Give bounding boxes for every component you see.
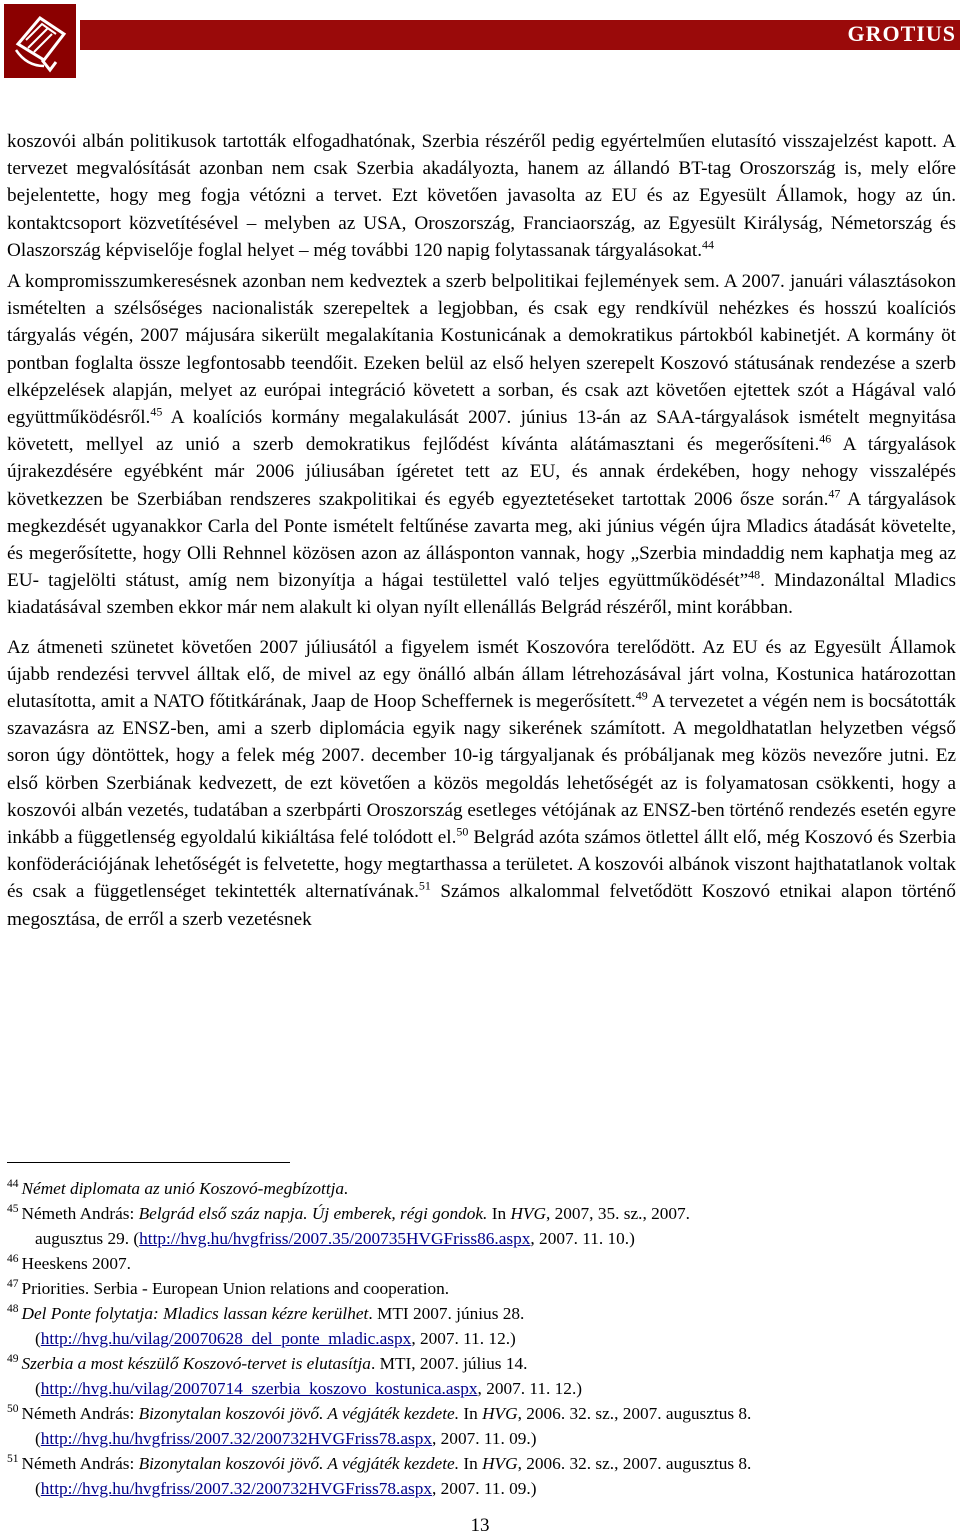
footnote-divider — [7, 1162, 290, 1163]
footnote-line — [7, 1326, 956, 1351]
text-run: A koalíciós kormány megalakulását 2007. június 13-án az SAA-tárgyalások ismételt megnyitása követett, mellyel az unió a szerb demokratikus fejlődést kívánta alátámasztani és megerősíteni. — [7, 407, 956, 456]
text-run: koszovói albán politikusok tartották elfogadhatónak, Szerbia részéről pedig egyértelműen elutasító visszajelzést kapott. A tervezet megvalósítását azonban nem csak Szerbia akadályozta, hanem az állandó BT-tag Oroszország is, mely előre bejelentette, hogy meg fogja vétózni a tervet. Ezt követően javasolta az EU és az Egyesült Államok, hogy az ún. kontaktcsoport közvetítésével – melyben az USA, Oroszország, Franciaország, az Egyesült Királyság, Németország és Olaszország képviselője foglal helyet – még további 120 napig folytassanak tárgyalásokat. — [7, 131, 956, 261]
footnote-number: 51 — [7, 1453, 19, 1466]
footnote-title: HVG — [510, 1204, 546, 1223]
footnote-text: , 2007. 11. 10.) — [530, 1229, 635, 1248]
header-title: GROTIUS — [847, 21, 956, 46]
footnote-number: 44 — [7, 1178, 19, 1191]
footnote-link[interactable]: http://hvg.hu/hvgfriss/2007.32/200732HVGFriss78.aspx — [40, 1429, 433, 1448]
footnote-line — [7, 1376, 956, 1401]
footnote-number: 47 — [7, 1278, 19, 1291]
text-run: Belgrád azóta számos ötlettel állt elő, még Koszovó és Szerbia konföderációjának lehetőségét is felvetette, hogy megtarthassa a területet. A koszovói albánok viszont hajthatatlanok voltak és csak a függetlenséget tekintették alternatívának. — [7, 827, 956, 903]
footnote-49 — [7, 1351, 956, 1401]
footnote-line — [7, 1176, 956, 1201]
grotius-logo-icon — [4, 4, 76, 78]
footnote-text: , 2007. 11. 09.) — [432, 1479, 537, 1498]
text-run: Számos alkalommal felvetődött Koszovó etnikai alapon történő megosztása, de erről a szerb vezetésnek — [7, 881, 957, 930]
header-bar — [80, 20, 960, 50]
footnote-title: Bizonytalan koszovói jövő. A végjáték kezdete. — [138, 1454, 460, 1473]
footnote-ref: 46 — [819, 431, 832, 446]
footnote-text: , 2007. 11. 09.) — [432, 1429, 537, 1448]
footnote-link[interactable]: http://hvg.hu/vilag/20070714_szerbia_koszovo_kostunica.aspx — [40, 1379, 478, 1398]
footnote-ref: 44 — [702, 237, 714, 252]
footnote-ref: 45 — [150, 404, 163, 419]
footnote-link[interactable]: http://hvg.hu/hvgfriss/2007.32/200732HVGFriss78.aspx — [40, 1479, 433, 1498]
footnote-title: Belgrád első száz napja. Új emberek, régi gondok. — [138, 1204, 488, 1223]
footnote-line — [7, 1476, 956, 1501]
footnote-title: Del Ponte folytatja: Mladics lassan kézre kerülhet — [21, 1304, 369, 1323]
footnote-text: Németh András: — [21, 1204, 139, 1223]
footnote-44 — [7, 1176, 956, 1201]
footnote-text: Priorities. Serbia - European Union relations and cooperation. — [21, 1279, 450, 1298]
footnote-title: HVG — [482, 1454, 518, 1473]
footnote-text: In — [487, 1204, 511, 1223]
footnote-ref: 51 — [418, 879, 431, 894]
footnote-number: 50 — [7, 1403, 19, 1416]
footnote-line — [7, 1351, 956, 1376]
footnote-line — [7, 1451, 956, 1476]
footnote-link[interactable]: http://hvg.hu/vilag/20070628_del_ponte_mladic.aspx — [40, 1329, 412, 1348]
footnote-text: , 2007. 11. 12.) — [477, 1379, 583, 1398]
footnote-text: ( — [35, 1429, 41, 1448]
footnote-title: Német diplomata az unió Koszovó-megbízottja. — [21, 1179, 349, 1198]
footnote-ref: 50 — [456, 824, 469, 839]
grotius-logo-icon — [4, 4, 76, 78]
text-run: A tervezetet a végén nem is bocsátották szavazásra az ENSZ-ben, ami a szerb diplomácia egyik nagy sikerének számított. A megoldhatatlan helyzetben végső soron úgy döntöttek, hogy a felek még 2007. december 10-ig tárgyaljanak és próbáljanak meg közös nevezőre jutni. Ez első körben Szerbiának kedvezett, de ezt követően a közös megoldás lehetőségét az is folyamatosan csökkenti, hogy a koszovói albán vezetés, tudatában a szerbpárti Oroszország esetleges vétójának az ENSZ-ben történő rendezés esetén egyre inkább a függetlenség egyoldalú kikiáltása felé tolódott el. — [7, 691, 957, 849]
footnote-text: Németh András: — [21, 1454, 139, 1473]
footnote-ref: 49 — [635, 688, 648, 703]
footnote-title: Bizonytalan koszovói jövő. A végjáték kezdete. — [138, 1404, 460, 1423]
footnote-ref: 47 — [828, 486, 841, 501]
paragraph-2 — [7, 268, 956, 622]
footnote-title: Szerbia a most készülő Koszovó-tervet is elutasítja — [21, 1354, 371, 1373]
footnote-text: . MTI, 2007. július 14. — [370, 1354, 528, 1373]
footnote-line — [7, 1401, 956, 1426]
footnote-text: Németh András: — [21, 1404, 139, 1423]
footnote-line — [7, 1301, 956, 1326]
footnote-line — [7, 1201, 956, 1226]
page-header — [0, 0, 960, 80]
text-run: A tárgyalások megkezdését ugyanakkor Carla del Ponte ismételt feltűnése zavarta meg, aki június végén újra Mladics átadását követelte, és megerősítette, hogy Olli Rehnnel közösen azon az állásponton vannak, hogy „Szerbia mindaddig nem kaphatja meg az EU- tagjelölti státust, amíg nem bizonyítja a hágai testülettel való teljes együttműködését” — [7, 488, 956, 592]
paragraph-3 — [7, 634, 956, 933]
footnote-number: 45 — [7, 1203, 19, 1216]
footnote-ref: 48 — [748, 567, 761, 582]
main-text — [7, 128, 956, 933]
footnote-47 — [7, 1276, 956, 1301]
footnote-title: HVG — [482, 1404, 518, 1423]
footnote-text: ( — [35, 1379, 41, 1398]
page-number: 13 — [470, 1515, 490, 1536]
footnote-number: 49 — [7, 1353, 19, 1366]
footnote-text: ( — [35, 1479, 41, 1498]
text-run: A tárgyalások újrakezdésére egyébként már 2006 júliusában ígéretet tett az EU, és annak érdekében, hogy nehogy visszalépés következzen be Szerbiában rendszeres szakpolitikai és egyéb egyeztetéseket tartottak 2006 ősze során. — [7, 434, 956, 510]
footnote-number: 46 — [7, 1253, 19, 1266]
footnote-line — [7, 1276, 956, 1301]
footnote-text: , 2006. 32. sz., 2007. augusztus 8. — [517, 1404, 752, 1423]
footnote-line — [7, 1226, 956, 1251]
footnote-48 — [7, 1301, 956, 1351]
footnote-text: , 2007. 11. 12.) — [411, 1329, 516, 1348]
footnote-line — [7, 1426, 956, 1451]
footnote-45 — [7, 1201, 956, 1251]
text-run: A kompromisszumkeresésnek azonban nem kedveztek a szerb belpolitikai fejlemények sem. A 2007. januári választásokon ismételten a szélsőséges nacionalisták szerepeltek a legjobban, és csak egy rendkívül nehézkes és hosszú koalíciós tárgyalás végén, 2007 májusára sikerült megalakítania Kostunicának a demokratikus pártokból kabinetjét. A kormány öt pontban foglalta össze legfontosabb teendőit. Ezeken belül az első helyen szerepelt Koszovó státusának rendezése a szerb elképzelések alapján, melyet az európai integráció követett a sorban, és csak azt követően ejtettek szót a Hágával való együttműködésről. — [7, 271, 956, 429]
text-run: Az átmeneti szünetet követően 2007 júliusától a figyelem ismét Koszovóra terelődött. Az EU és az Egyesült Államok újabb rendezési tervvel álltak elő, de mivel az egy önálló albán állam létrehozásával járt volna, Kostunica határozottan elutasította, amit a NATO főtitkárának, Jaap de Hoop Scheffernek is megerősített. — [7, 636, 956, 713]
footnote-50 — [7, 1401, 956, 1451]
footnote-46 — [7, 1251, 956, 1276]
footnotes — [7, 1176, 956, 1501]
footnote-text: , 2007, 35. sz., 2007. — [545, 1204, 690, 1223]
footnote-text: augusztus 29. ( — [35, 1229, 140, 1248]
paragraph-1 — [7, 128, 956, 264]
footnote-text: In — [459, 1454, 483, 1473]
footnote-link[interactable]: http://hvg.hu/hvgfriss/2007.35/200735HVGFriss86.aspx — [139, 1229, 531, 1248]
footnote-number: 48 — [7, 1303, 19, 1316]
footnote-text: . MTI 2007. június 28. — [368, 1304, 525, 1323]
footnote-text: In — [459, 1404, 483, 1423]
footnote-text: ( — [35, 1329, 41, 1348]
footnote-text: Heeskens 2007. — [21, 1254, 131, 1273]
text-run: . Mindazonáltal Mladics kiadatásával szemben ekkor már nem alakult ki olyan nyílt ellenállás Belgrád részéről, mint korábban. — [7, 570, 956, 619]
footnote-text: , 2006. 32. sz., 2007. augusztus 8. — [517, 1454, 752, 1473]
footnote-51 — [7, 1451, 956, 1501]
footnote-line — [7, 1251, 956, 1276]
